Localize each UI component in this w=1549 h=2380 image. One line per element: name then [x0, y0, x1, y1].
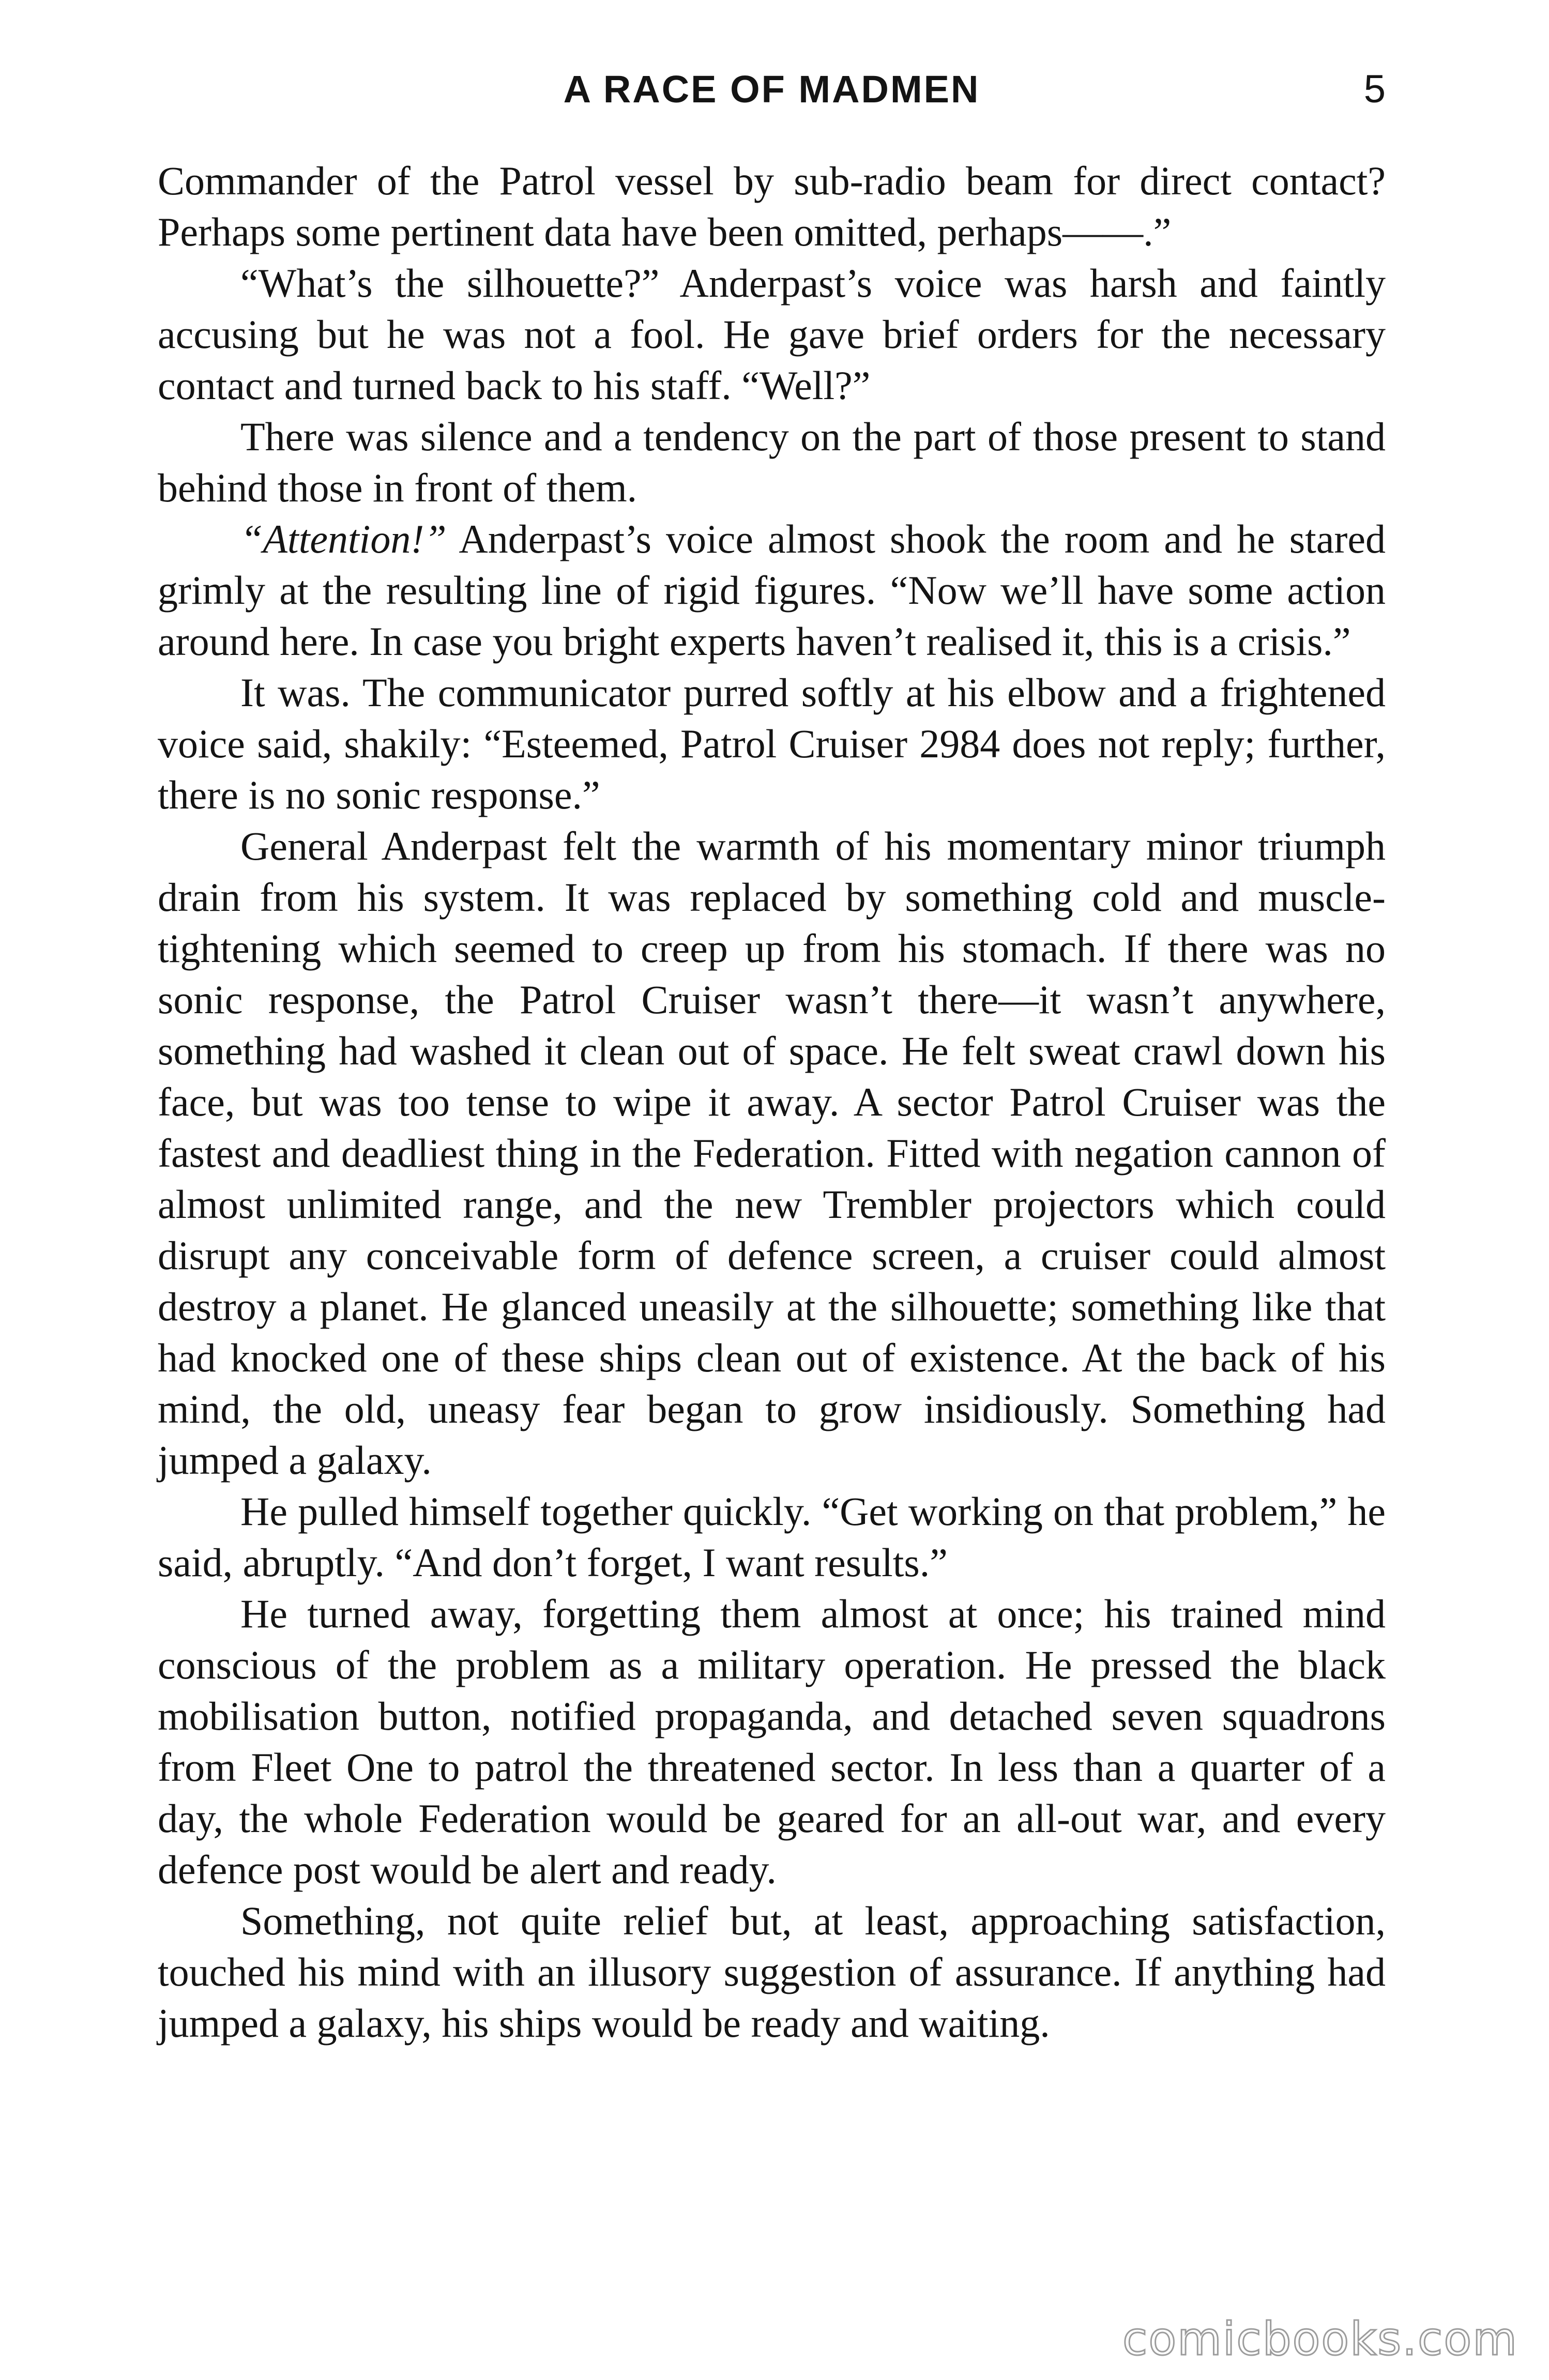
- site-watermark: comicbooks.com: [1122, 2312, 1518, 2366]
- paragraph-6: General Anderpast felt the warmth of his momentary minor triumph drain from his system. It was replaced by something cold and muscle-tightening which seemed to creep up from his stomach. If there was no sonic response, the Patrol Cruiser wasn’t there—it wasn’t anywhere, something had washed it clean out of space. He felt sweat crawl down his face, but was too tense to wipe it away. A sector Patrol Cruiser was the fastest and deadliest thing in the Federation. Fitted with negation cannon of almost unlimited range, and the new Trembler projectors which could disrupt any conceivable form of defence screen, a cruiser could almost destroy a planet. He glanced uneasily at the silhouette; something like that had knocked one of these ships clean out of existence. At the back of his mind, the old, uneasy fear began to grow insidiously. Something had jumped a galaxy.: [158, 823, 1386, 1483]
- running-head: [158, 61, 1386, 118]
- paragraph-2: “What’s the silhouette?” Anderpast’s voice was harsh and faintly accusing but he was not a fool. He gave brief orders for the necessary contact and turned back to his staff. “Well?”: [158, 261, 1386, 408]
- chapter-title: A RACE OF MADMEN: [563, 68, 980, 111]
- paragraph-1: Commander of the Patrol vessel by sub-radio beam for direct contact? Perhaps some pertinent data have been omitted, perhaps——.”: [158, 158, 1386, 254]
- paragraph-4: [158, 513, 1386, 667]
- paragraph-8: He turned away, forgetting them almost at once; his trained mind conscious of the problem as a military operation. He pressed the black mobilisation button, notified propaganda, and detached seven squadrons from Fleet One to patrol the threatened sector. In less than a quarter of a day, the whole Federation would be geared for an all-out war, and every defence post would be alert and ready.: [158, 1591, 1386, 1892]
- body-text: [158, 155, 1386, 2049]
- paragraph-4-text: Anderpast’s voice almost shook the room and he stared grimly at the resulting line of rigid figures. “Now we’ll have some action around here. In case you bright experts haven’t realised it, this is a crisis.”: [158, 516, 1386, 664]
- paragraph-3: There was silence and a tendency on the part of those present to stand behind those in front of them.: [158, 414, 1386, 510]
- page-number: 5: [1363, 67, 1386, 111]
- paragraph-9: Something, not quite relief but, at least, approaching satisfaction, touched his mind with an illusory suggestion of assurance. If anything had jumped a galaxy, his ships would be ready and waiting.: [158, 1898, 1386, 2046]
- italic-exclamation: “Attention!”: [240, 516, 447, 561]
- paragraph-5: It was. The communicator purred softly at his elbow and a frightened voice said, shakily: “Esteemed, Patrol Cruiser 2984 does not reply; further, there is no sonic response.”: [158, 670, 1386, 817]
- paragraph-7: He pulled himself together quickly. “Get working on that problem,” he said, abruptly. “And don’t forget, I want results.”: [158, 1489, 1386, 1585]
